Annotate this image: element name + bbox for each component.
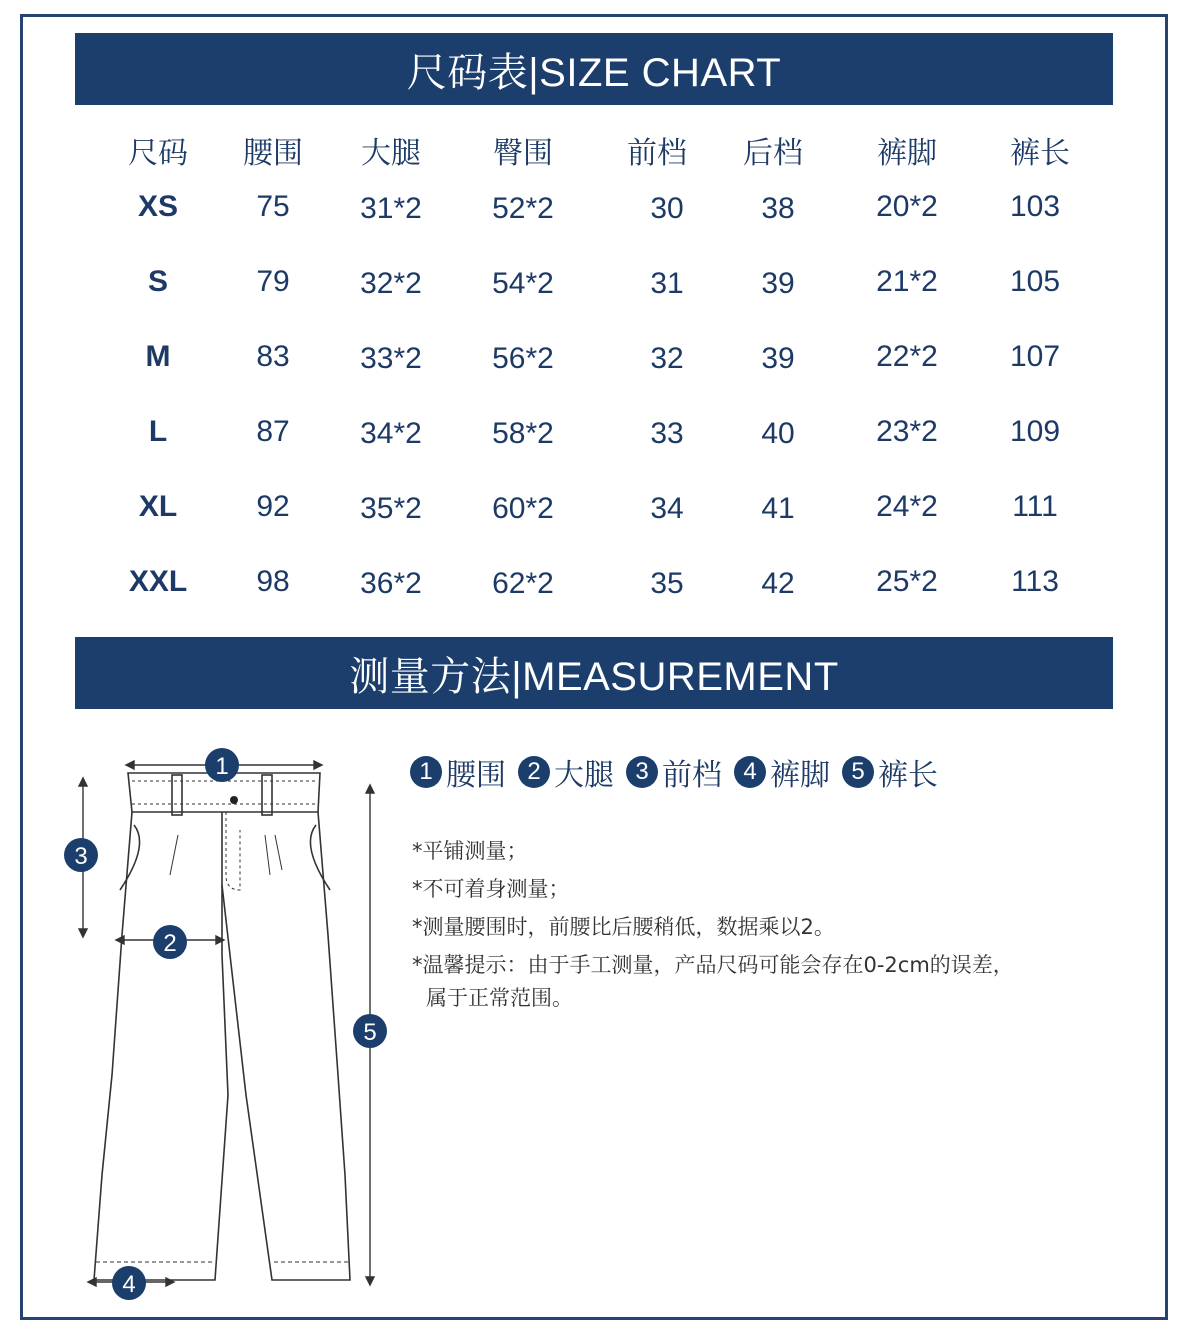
legend-item <box>734 750 830 794</box>
table-cell: 32 <box>650 342 684 375</box>
table-cell: 54*2 <box>492 267 554 300</box>
marker-hem <box>112 1266 146 1300</box>
size-label-m: M <box>145 340 171 373</box>
header-waist: 腰围 <box>243 136 303 171</box>
note-line: 属于正常范围。 <box>426 986 573 1010</box>
legend-item <box>410 750 506 794</box>
table-cell: 42 <box>761 567 795 600</box>
marker-length <box>353 1014 387 1048</box>
table-cell: 31 <box>650 267 684 300</box>
number-badge: 5 <box>842 756 874 788</box>
table-cell: 111 <box>1012 490 1058 523</box>
table-cell: 107 <box>1009 340 1061 373</box>
header-back-rise: 后档 <box>743 136 803 171</box>
legend-label: 裤脚 <box>770 758 830 793</box>
header-hem: 裤脚 <box>877 136 937 171</box>
measurement-banner: 测量方法|MEASUREMENT <box>75 637 1113 709</box>
table-cell: 83 <box>256 340 290 373</box>
table-cell: 25*2 <box>876 565 938 598</box>
table-cell: 39 <box>761 342 795 375</box>
number-badge: 1 <box>410 756 442 788</box>
table-cell: 98 <box>256 565 290 598</box>
header-size: 尺码 <box>128 136 188 171</box>
legend-item <box>518 750 614 794</box>
table-cell: 41 <box>761 492 795 525</box>
table-cell: 34*2 <box>360 417 422 450</box>
table-cell: 22*2 <box>876 340 938 373</box>
table-cell: 33*2 <box>360 342 422 375</box>
table-cell: 34 <box>650 492 684 525</box>
marker-front-rise <box>64 838 98 872</box>
table-cell: 40 <box>761 417 795 450</box>
table-cell: 56*2 <box>492 342 554 375</box>
measurement-notes <box>412 832 1132 1012</box>
table-cell: 39 <box>761 267 795 300</box>
header-length: 裤长 <box>1010 136 1070 171</box>
svg-text:5: 5 <box>363 1019 377 1046</box>
marker-waist <box>205 748 239 782</box>
table-cell: 103 <box>1009 190 1061 223</box>
legend-label: 前档 <box>662 758 722 793</box>
table-cell: 62*2 <box>492 567 554 600</box>
table-cell: 52*2 <box>492 192 554 225</box>
table-cell: 30 <box>650 192 684 225</box>
svg-text:1: 1 <box>215 753 229 780</box>
marker-thigh <box>153 925 187 959</box>
table-cell: 87 <box>256 415 290 448</box>
legend-label: 裤长 <box>878 758 938 793</box>
size-label-s: S <box>147 265 168 298</box>
measurement-legend <box>410 750 950 794</box>
svg-text:4: 4 <box>122 1271 136 1298</box>
legend-item <box>842 750 938 794</box>
table-cell: 109 <box>1009 415 1061 448</box>
number-badge: 3 <box>626 756 658 788</box>
table-cell: 58*2 <box>492 417 554 450</box>
legend-item <box>626 750 722 794</box>
size-chart-banner: 尺码表|SIZE CHART <box>75 33 1113 105</box>
table-cell: 92 <box>256 490 290 523</box>
header-hip: 臀围 <box>493 136 553 171</box>
legend-label: 大腿 <box>554 758 614 793</box>
svg-text:2: 2 <box>163 930 177 957</box>
note-line: *温馨提示：由于手工测量，产品尺码可能会存在0-2cm的误差， <box>412 953 1014 977</box>
table-cell: 21*2 <box>876 265 938 298</box>
size-label-l: L <box>148 415 168 448</box>
table-cell: 35 <box>650 567 684 600</box>
number-badge: 4 <box>734 756 766 788</box>
note-line: *测量腰围时，前腰比后腰稍低，数据乘以2。 <box>412 915 835 939</box>
note-line: *不可着身测量； <box>412 877 570 901</box>
table-cell: 60*2 <box>492 492 554 525</box>
table-cell: 33 <box>650 417 684 450</box>
header-thigh: 大腿 <box>361 136 421 171</box>
note-line: *平铺测量； <box>412 839 528 863</box>
header-front-rise: 前档 <box>627 136 687 171</box>
size-label-xs: XS <box>137 190 179 223</box>
table-cell: 31*2 <box>360 192 422 225</box>
table-cell: 35*2 <box>360 492 422 525</box>
table-cell: 24*2 <box>876 490 938 523</box>
table-cell: 79 <box>256 265 290 298</box>
table-cell: 36*2 <box>360 567 422 600</box>
svg-text:3: 3 <box>74 843 88 870</box>
table-cell: 113 <box>1011 565 1059 598</box>
table-cell: 75 <box>256 190 290 223</box>
table-cell: 20*2 <box>876 190 938 223</box>
pants-diagram <box>50 735 450 1335</box>
size-label-xxl: XXL <box>128 565 188 598</box>
table-cell: 32*2 <box>360 267 422 300</box>
number-badge: 2 <box>518 756 550 788</box>
legend-label: 腰围 <box>446 758 506 793</box>
size-label-xl: XL <box>138 490 178 523</box>
table-cell: 105 <box>1009 265 1061 298</box>
table-cell: 23*2 <box>876 415 938 448</box>
table-cell: 38 <box>761 192 795 225</box>
